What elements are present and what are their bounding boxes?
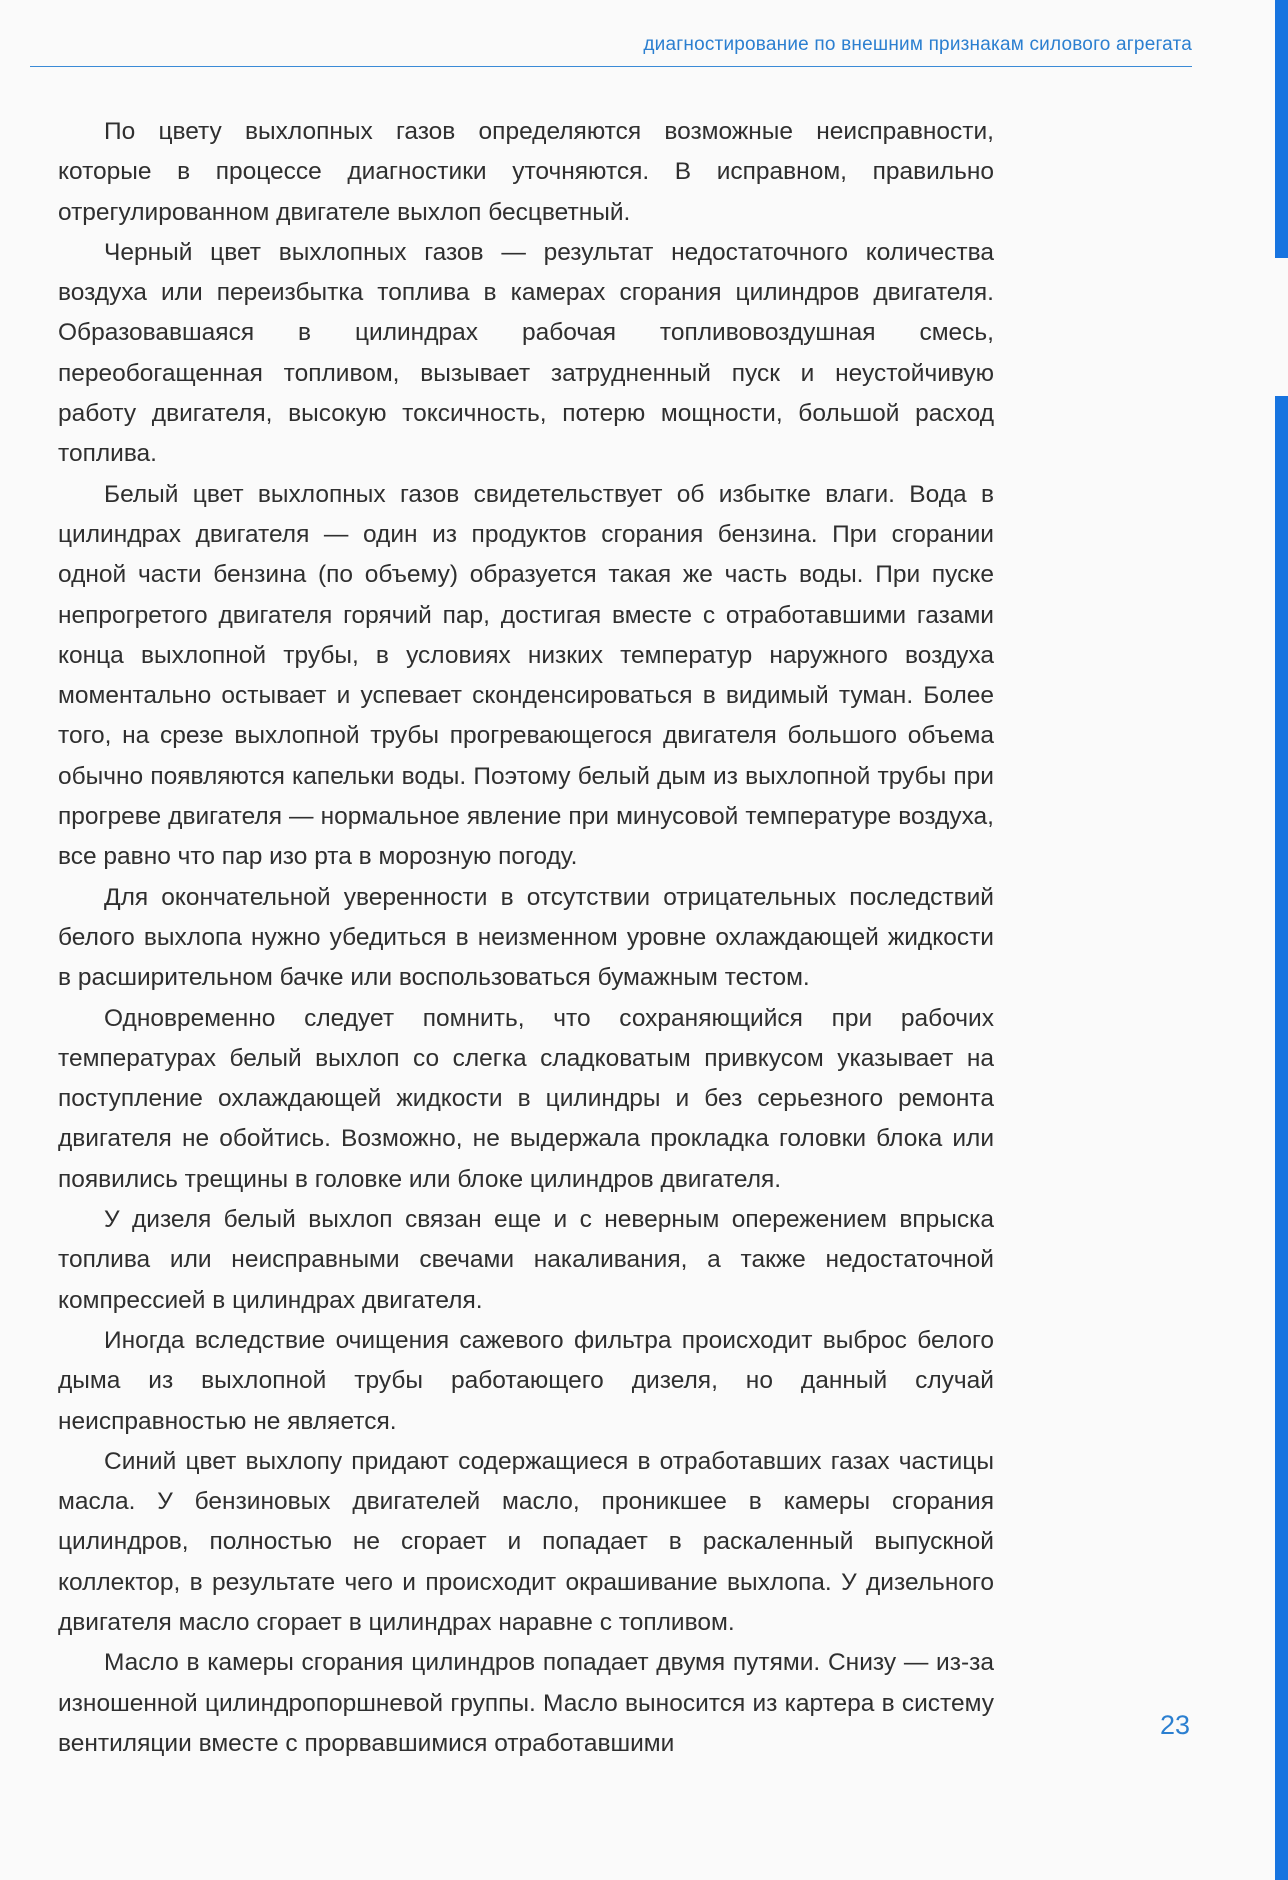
- paragraph-5: Одновременно следует помнить, что сохраняющийся при рабочих температурах белый выхлоп со слегка сладковатым привкусом указывает на поступление охлаждающей жидкости в цилиндры и без серьезного ремонта двигателя не обойтись. Возможно, не выдержала прокладка головки блока или появились трещины в головке или блоке цилиндров двигателя.: [58, 1004, 994, 1193]
- paragraph-7: Иногда вследствие очищения сажевого фильтра происходит выброс белого дыма из выхлопной трубы работающего дизеля, но данный случай неисправностью не является.: [58, 1326, 994, 1435]
- chapter-edge-tab-upper: [1275, 0, 1288, 258]
- chapter-edge-tab-lower: [1275, 396, 1288, 1880]
- paragraph-2: Черный цвет выхлопных газов — результат недостаточного количества воздуха или переизбытка топлива в камерах сгорания цилиндров двигателя. Образовавшаяся в цилиндрах рабочая топливовоздушная смесь, переобогащенная топливом, вызывает затрудненный пуск и неустойчивую работу двигателя, высокую токсичность, потерю мощности, большой расход топлива.: [58, 238, 994, 468]
- header-divider: [30, 66, 1192, 67]
- paragraph-9: Масло в камеры сгорания цилиндров попадает двумя путями. Снизу — из-за изношенной цилиндропоршневой группы. Масло выносится из картера в систему вентиляции вместе с прорвавшимися отработавшими: [58, 1649, 994, 1757]
- running-header: диагностирование по внешним признакам силового агрегата: [643, 34, 1192, 55]
- body-text: [58, 112, 994, 1764]
- paragraph-3: Белый цвет выхлопных газов свидетельствует об избытке влаги. Вода в цилиндрах двигателя — один из продуктов сгорания бензина. При сгорании одной части бензина (по объему) образуется такая же часть воды. При пуске непрогретого двигателя горячий пар, достигая вместе с отработавшими газами конца выхлопной трубы, в условиях низких температур наружного воздуха моментально остывает и успевает сконденсироваться в видимый туман. Более того, на срезе выхлопной трубы прогревающегося двигателя большого объема обычно появляются капельки воды. Поэтому белый дым из выхлопной трубы при прогреве двигателя — нормальное явление при минусовой температуре воздуха, все равно что пар изо рта в морозную погоду.: [58, 480, 994, 871]
- paragraph-1: По цвету выхлопных газов определяются возможные неисправности, которые в процессе диагностики уточняются. В исправном, правильно отрегулированном двигателе выхлоп бесцветный.: [58, 118, 994, 226]
- paragraph-4: Для окончательной уверенности в отсутствии отрицательных последствий белого выхлопа нужно убедиться в неизменном уровне охлаждающей жидкости в расширительном бачке или воспользоваться бумажным тестом.: [58, 883, 994, 992]
- page-number: 23: [1159, 1710, 1190, 1740]
- paragraph-8: Синий цвет выхлопу придают содержащиеся в отработавших газах частицы масла. У бензиновых двигателей масло, проникшее в камеры сгорания цилиндров, полностью не сгорает и попадает в раскаленный выпускной коллектор, в результате чего и происходит окрашивание выхлопа. У дизельного двигателя масло сгорает в цилиндрах наравне с топливом.: [58, 1447, 994, 1636]
- paragraph-6: У дизеля белый выхлоп связан еще и с неверным опережением впрыска топлива или неисправными свечами накаливания, а также недостаточной компрессией в цилиндрах двигателя.: [58, 1206, 994, 1314]
